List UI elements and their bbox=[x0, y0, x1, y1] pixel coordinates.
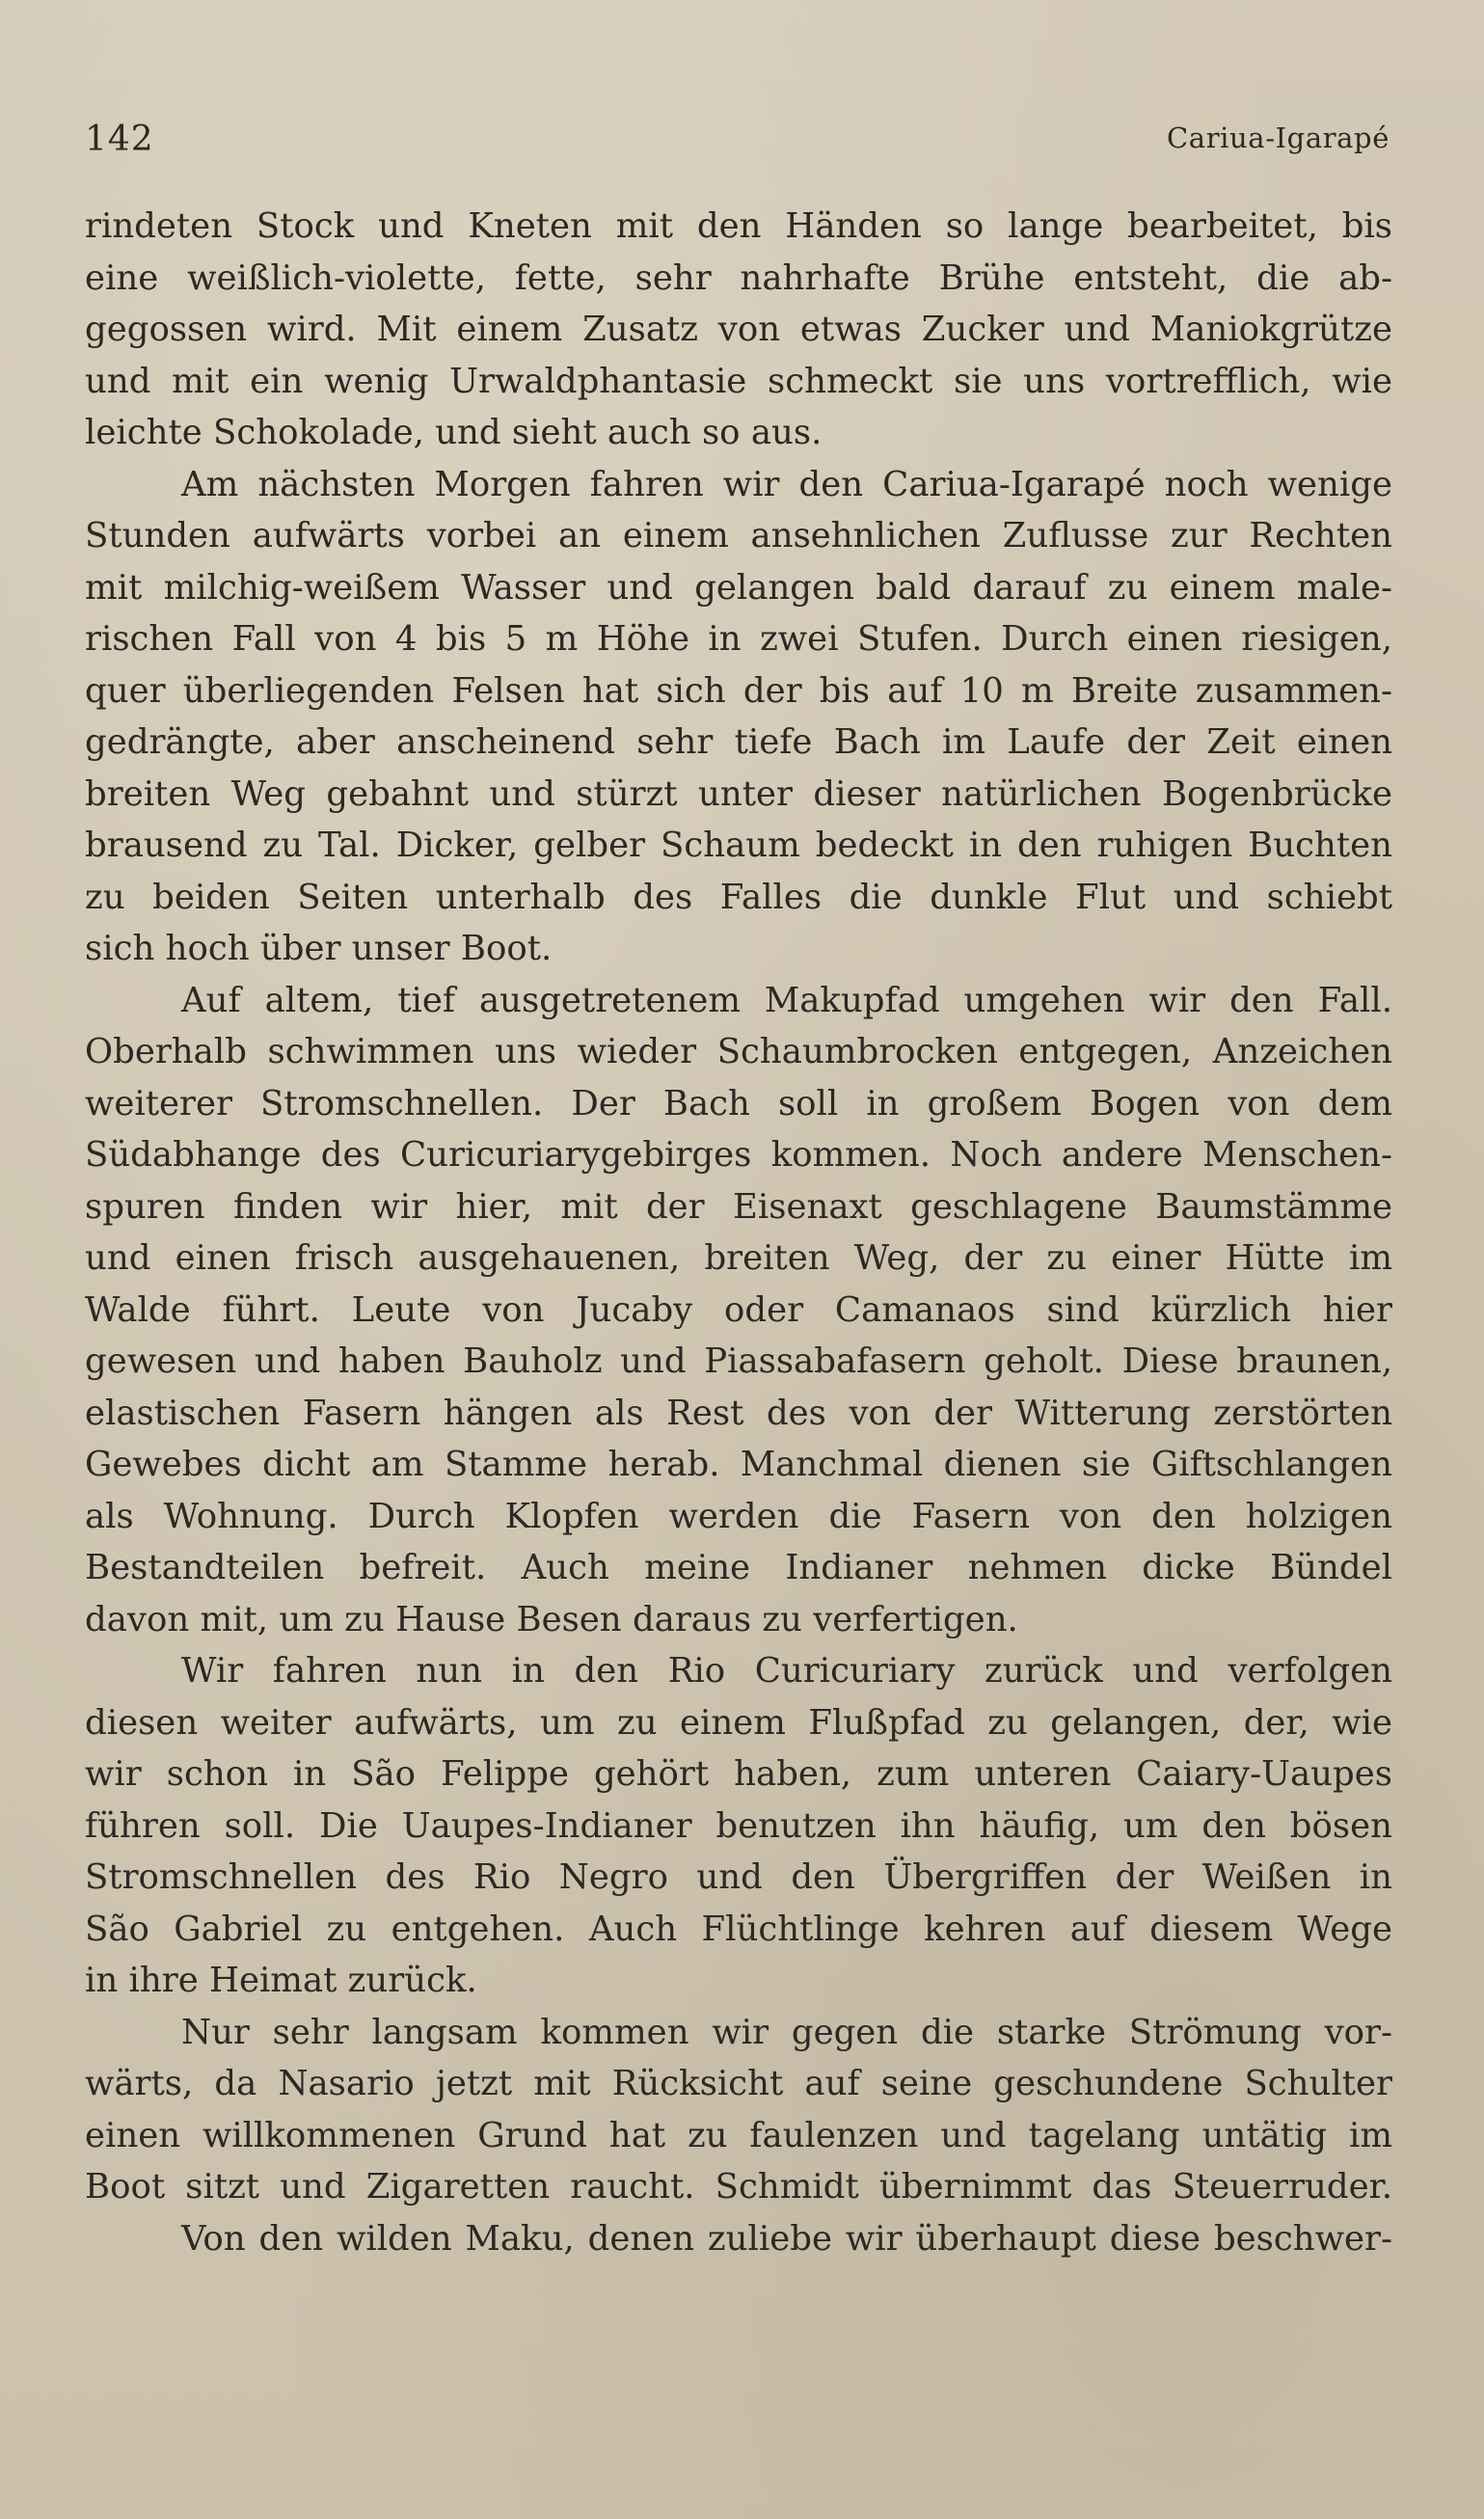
text-line: in ihre Heimat zurück. bbox=[85, 1961, 477, 2000]
text-line: einen willkommenen Grund hat zu faulenzen und tagelang untätig im bbox=[85, 2115, 1392, 2155]
page-number: 142 bbox=[85, 120, 154, 159]
text-line: eine weißlich-violette, fette, sehr nahrhafte Brühe entsteht, die ab- bbox=[85, 257, 1392, 298]
paragraph-first-line: Wir fahren nun in den Rio Curicuriary zurück und verfolgen bbox=[181, 1651, 1392, 1691]
text-line: Walde führt. Leute von Jucaby oder Camanaos sind kürzlich hier bbox=[85, 1289, 1392, 1330]
running-head bbox=[85, 120, 1390, 162]
text-line: Bestandteilen befreit. Auch meine Indianer nehmen dicke Bündel bbox=[85, 1548, 1392, 1587]
text-line: rindeten Stock und Kneten mit den Händen so lange bearbeitet, bis bbox=[85, 206, 1392, 246]
text-line: und mit ein wenig Urwaldphantasie schmeckt sie uns vortrefflich, wie bbox=[85, 361, 1392, 401]
text-line: breiten Weg gebahnt und stürzt unter dieser natürlichen Bogenbrücke bbox=[85, 773, 1392, 814]
text-line: brausend zu Tal. Dicker, gelber Schaum bedeckt in den ruhigen Buchten bbox=[85, 826, 1392, 865]
text-line: als Wohnung. Durch Klopfen werden die Fasern von den holzigen bbox=[85, 1496, 1392, 1536]
text-line: Gewebes dicht am Stamme herab. Manchmal dienen sie Giftschlangen bbox=[85, 1445, 1392, 1484]
text-line: leichte Schokolade, und sieht auch so aus. bbox=[85, 413, 823, 452]
text-line: wir schon in São Felippe gehört haben, zum unteren Caiary-Uaupes bbox=[85, 1754, 1392, 1794]
text-line: führen soll. Die Uaupes-Indianer benutzen ihn häufig, um den bösen bbox=[85, 1805, 1392, 1846]
text-line: gewesen und haben Bauholz und Piassabafasern geholt. Diese braunen, bbox=[85, 1341, 1392, 1381]
text-line: sich hoch über unser Boot. bbox=[85, 929, 553, 968]
text-line: und einen frisch ausgehauenen, breiten Weg, der zu einer Hütte im bbox=[85, 1238, 1392, 1278]
text-line: Stromschnellen des Rio Negro und den Übergriffen der Weißen in bbox=[85, 1857, 1392, 1897]
text-line: gedrängte, aber anscheinend sehr tiefe Bach im Laufe der Zeit einen bbox=[85, 722, 1392, 762]
text-line: gegossen wird. Mit einem Zusatz von etwas Zucker und Maniokgrütze bbox=[85, 310, 1392, 349]
running-title: Cariua-Igarapé bbox=[1167, 122, 1390, 154]
text-line: São Gabriel zu entgehen. Auch Flüchtlinge kehren auf diesem Wege bbox=[85, 1909, 1392, 1949]
paragraph-first-line: Nur sehr langsam kommen wir gegen die starke Strömung vor- bbox=[181, 2012, 1392, 2052]
text-line: diesen weiter aufwärts, um zu einem Flußpfad zu gelangen, der, wie bbox=[85, 1702, 1392, 1743]
paragraph-first-line: Von den wilden Maku, denen zuliebe wir überhaupt diese beschwer- bbox=[181, 2218, 1392, 2259]
text-line: Südabhange des Curicuriarygebirges kommen. Noch andere Menschen- bbox=[85, 1135, 1392, 1175]
body-text bbox=[85, 201, 1392, 2264]
paragraph-first-line: Auf altem, tief ausgetretenem Makupfad umgehen wir den Fall. bbox=[181, 980, 1392, 1020]
text-line: zu beiden Seiten unterhalb des Falles die dunkle Flut und schiebt bbox=[85, 877, 1392, 917]
text-line: wärts, da Nasario jetzt mit Rücksicht auf seine geschundene Schulter bbox=[85, 2064, 1392, 2103]
text-line: Stunden aufwärts vorbei an einem ansehnlichen Zuflusse zur Rechten bbox=[85, 516, 1392, 555]
text-line: rischen Fall von 4 bis 5 m Höhe in zwei Stufen. Durch einen riesigen, bbox=[85, 619, 1392, 659]
text-line: weiterer Stromschnellen. Der Bach soll in großem Bogen von dem bbox=[85, 1083, 1392, 1124]
text-line: Boot sitzt und Zigaretten raucht. Schmidt übernimmt das Steuerruder. bbox=[85, 2167, 1392, 2207]
text-line: mit milchig-weißem Wasser und gelangen bald darauf zu einem male- bbox=[85, 567, 1392, 608]
paragraph-first-line: Am nächsten Morgen fahren wir den Cariua-Igarapé noch wenige bbox=[181, 464, 1392, 504]
text-line: davon mit, um zu Hause Besen daraus zu verfertigen. bbox=[85, 1599, 1018, 1639]
text-line: quer überliegenden Felsen hat sich der bis auf 10 m Breite zusammen- bbox=[85, 670, 1392, 711]
text-line: spuren finden wir hier, mit der Eisenaxt geschlagene Baumstämme bbox=[85, 1186, 1392, 1227]
text-line: Oberhalb schwimmen uns wieder Schaumbrocken entgegen, Anzeichen bbox=[85, 1032, 1392, 1071]
text-line: elastischen Fasern hängen als Rest des von der Witterung zerstörten bbox=[85, 1393, 1392, 1433]
